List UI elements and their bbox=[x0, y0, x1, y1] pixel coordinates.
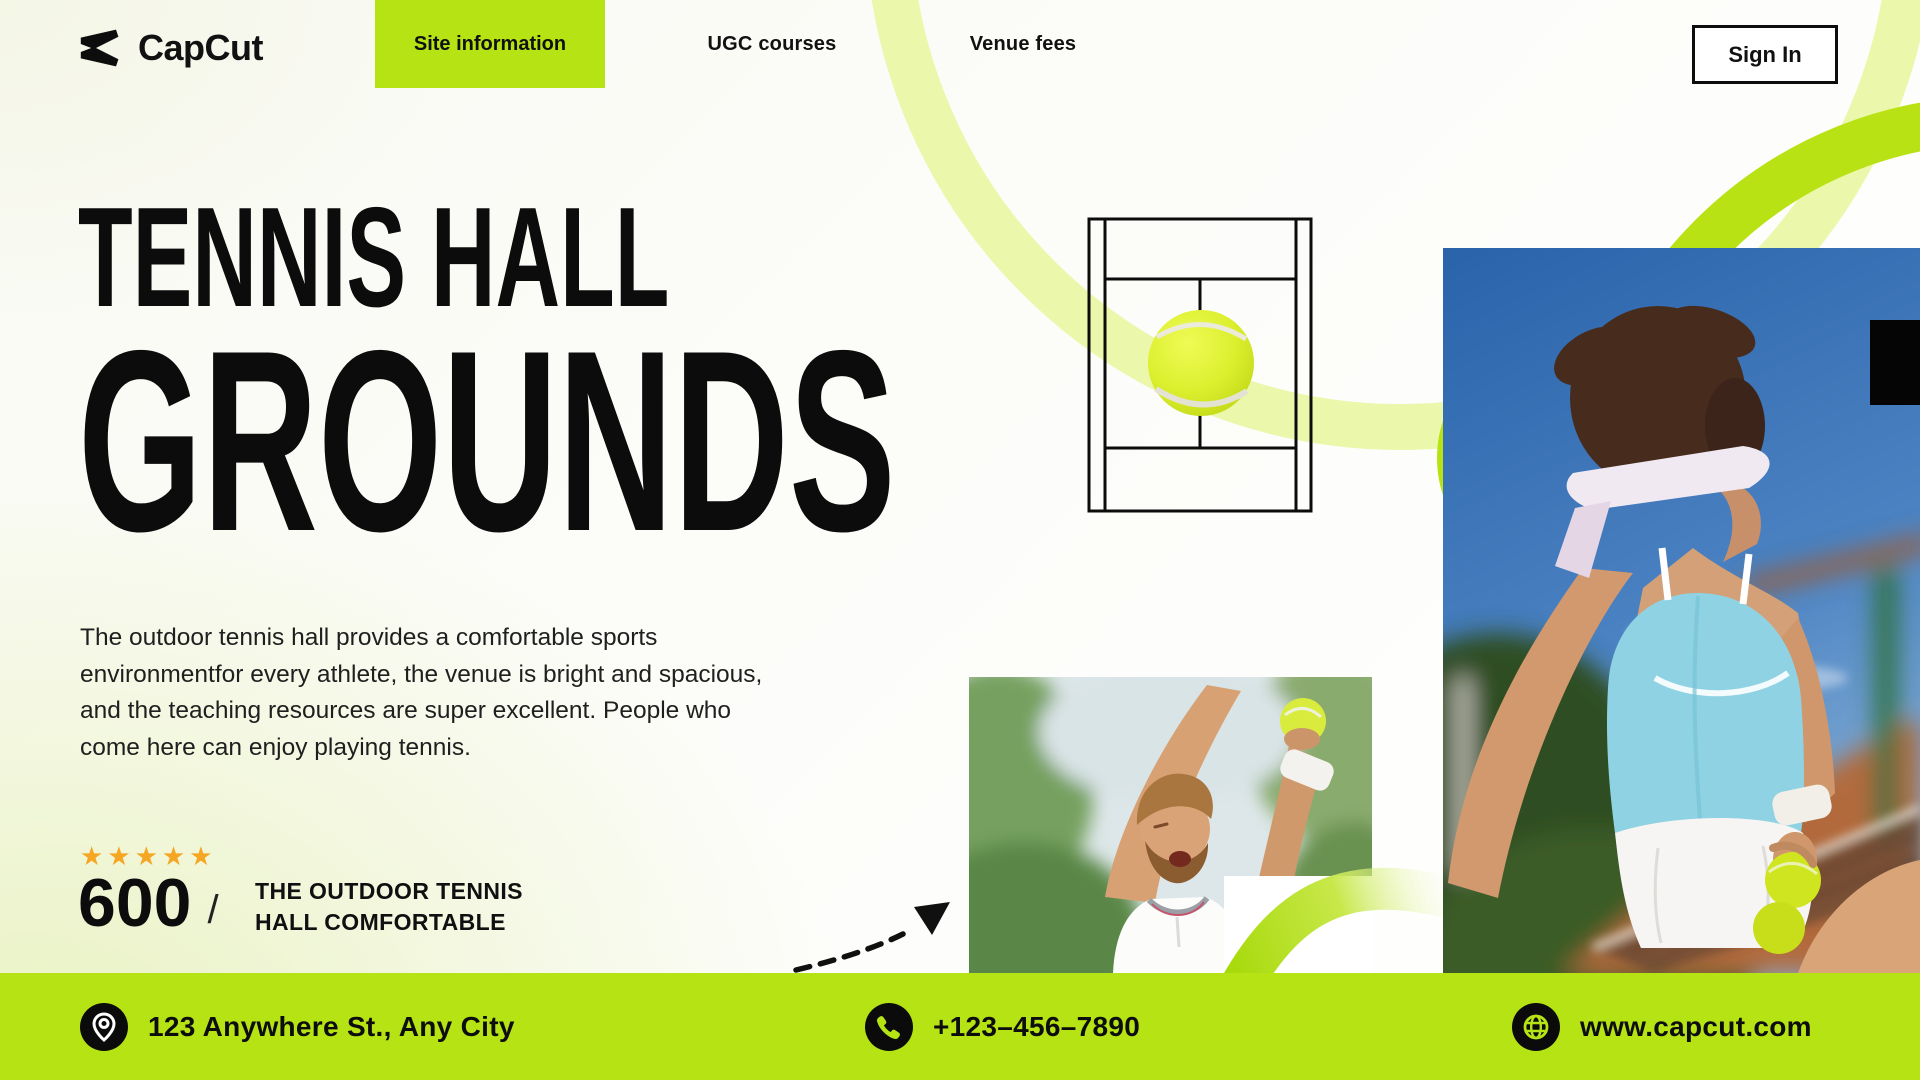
address-text: 123 Anywhere St., Any City bbox=[148, 1010, 515, 1042]
tennis-court-drawing bbox=[1085, 215, 1315, 515]
brand-name: CapCut bbox=[138, 27, 263, 68]
footer-phone[interactable] bbox=[865, 973, 1140, 1080]
photo-woman-player bbox=[1443, 248, 1920, 973]
tennis-ball bbox=[1148, 310, 1254, 416]
nav-item-ugc-courses[interactable] bbox=[698, 0, 846, 88]
footer-address[interactable] bbox=[80, 973, 515, 1080]
white-notch bbox=[1224, 876, 1372, 973]
location-pin-icon bbox=[80, 1003, 128, 1051]
rating-caption bbox=[255, 876, 523, 938]
hero-title-line1: TENNIS HALL bbox=[78, 178, 670, 337]
footer-website[interactable] bbox=[1512, 973, 1812, 1080]
rating-caption-line1: THE OUTDOOR TENNIS bbox=[255, 878, 523, 904]
rating-value: 600 bbox=[78, 865, 192, 941]
phone-text: +123–456–7890 bbox=[933, 1010, 1141, 1042]
nav-label: UGC courses bbox=[707, 32, 837, 55]
rating-caption-line2: HALL COMFORTABLE bbox=[255, 909, 506, 935]
brand-logo[interactable] bbox=[80, 22, 263, 74]
footer-bar bbox=[0, 973, 1920, 1080]
nav-item-venue-fees[interactable] bbox=[956, 0, 1090, 88]
website-text: www.capcut.com bbox=[1580, 1010, 1812, 1042]
hero-description: The outdoor tennis hall provides a comfortable sports environmentfor every athlete, the venue is bright and spacious, and the teaching resources are super excellent. People who come here can enjoy playing tennis. bbox=[80, 624, 763, 761]
hero-title-line2: GROUNDS bbox=[78, 296, 896, 585]
rating-separator: / bbox=[207, 888, 219, 932]
nav-label: Site information bbox=[413, 32, 567, 55]
phone-icon bbox=[865, 1003, 913, 1051]
star-rating: ★★★★★ bbox=[80, 842, 217, 872]
capcut-logo-icon bbox=[80, 27, 128, 69]
globe-icon bbox=[1512, 1003, 1560, 1051]
nav-item-site-information[interactable] bbox=[375, 0, 605, 88]
rating-row bbox=[78, 865, 219, 941]
photo-man-celebrating bbox=[969, 677, 1372, 973]
black-accent-box bbox=[1870, 320, 1920, 405]
nav-label: Venue fees bbox=[969, 32, 1077, 55]
sign-in-button[interactable]: Sign In bbox=[1692, 25, 1838, 84]
